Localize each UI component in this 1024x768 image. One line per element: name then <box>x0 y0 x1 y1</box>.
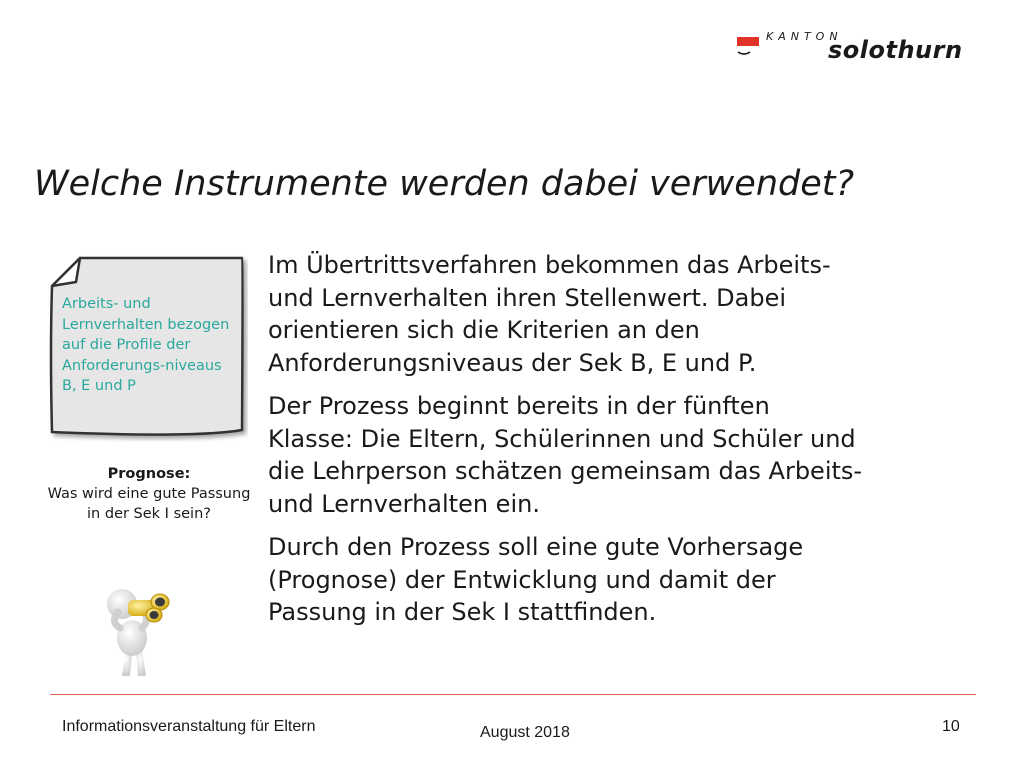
note-text: Arbeits- und Lernverhalten bezogen auf die Profile der Anforderungs-niveaus B, E und P <box>62 296 230 394</box>
paragraph-2: Der Prozess beginnt bereits in der fünften Klasse: Die Eltern, Schülerinnen und Schüler und die Lehrperson schätzen gemeinsam das Arbeits- und Lernverhalten ein. <box>268 392 863 518</box>
binoculars-figure-icon <box>92 584 176 680</box>
prognose-caption <box>46 464 252 524</box>
footer-divider <box>50 694 976 695</box>
logo-name-text: solothurn <box>828 36 963 64</box>
slide-title: Welche Instrumente werden dabei verwendet? <box>34 164 855 204</box>
footer-date: August 2018 <box>480 724 570 741</box>
body-text <box>268 249 988 640</box>
logo-kanton-text: KANTON <box>766 30 843 43</box>
prognose-text: Was wird eine gute Passung in der Sek I sein? <box>47 486 251 522</box>
paragraph-1: Im Übertrittsverfahren bekommen das Arbeits- und Lernverhalten ihren Stellenwert. Dabei orientieren sich die Kriterien an den Anforderungsniveaus der Sek B, E und P. <box>268 251 831 377</box>
footer-event-name: Informationsveranstaltung für Eltern <box>62 718 316 735</box>
page-number: 10 <box>942 718 960 735</box>
note-card <box>46 252 248 442</box>
logo-mark-icon <box>736 34 762 60</box>
prognose-title: Prognose: <box>107 466 191 482</box>
paragraph-3: Durch den Prozess soll eine gute Vorhersage (Prognose) der Entwicklung und damit der Passung in der Sek I stattfinden. <box>268 533 804 626</box>
kanton-solothurn-logo <box>736 28 986 72</box>
